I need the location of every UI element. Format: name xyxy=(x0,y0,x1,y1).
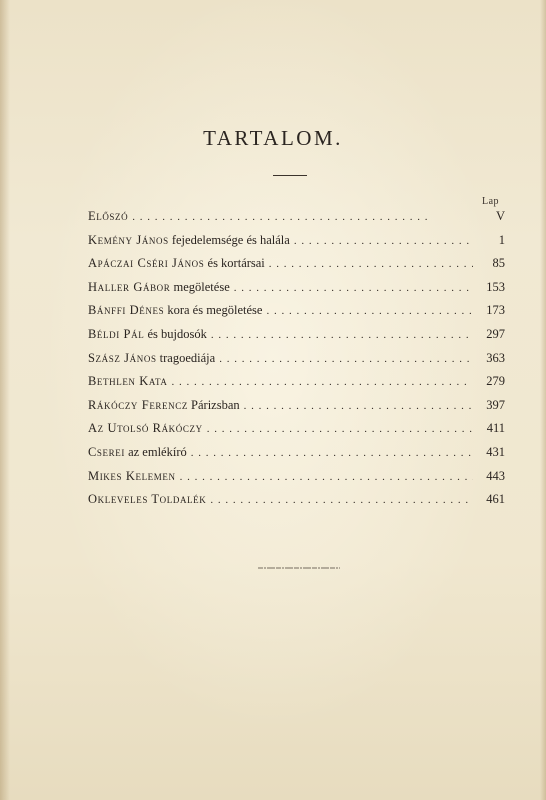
toc-entry xyxy=(88,303,505,327)
toc-entry xyxy=(88,209,505,233)
toc-entry-subtitle: Párizsban xyxy=(187,397,240,412)
toc-entry-name: Az Utolsó Rákóczy xyxy=(88,421,203,436)
toc-entry-subtitle: és kortársai xyxy=(204,256,265,271)
toc-dot-leader xyxy=(132,211,473,223)
toc-dot-leader xyxy=(244,400,473,412)
toc-entry-title xyxy=(88,327,211,342)
toc-page-number: 461 xyxy=(486,492,505,507)
toc-entry-title xyxy=(88,492,210,507)
toc-entry-title xyxy=(88,233,294,248)
toc-entry-name: Okleveles Toldalék xyxy=(88,492,207,507)
page-column-label: Lap xyxy=(482,196,500,207)
toc-entry-name: Bethlen Kata xyxy=(88,374,168,389)
toc-page-number: 173 xyxy=(486,303,505,318)
toc-dot-leader xyxy=(171,376,473,388)
toc-entry-title xyxy=(88,351,219,366)
toc-entry-subtitle: az emlékíró xyxy=(124,444,187,459)
toc-page-number: 153 xyxy=(486,279,505,294)
toc-page-number: V xyxy=(495,209,505,223)
toc-entry-name: Szász János xyxy=(88,350,157,365)
toc-dot-leader xyxy=(207,423,473,435)
toc-entry-subtitle: és bujdosók xyxy=(144,326,207,341)
toc-entry xyxy=(88,280,505,304)
toc-entry-subtitle: tragoediája xyxy=(156,350,216,365)
toc-entry-title xyxy=(88,445,191,460)
toc-entry-name: Cserei xyxy=(88,444,125,459)
toc-entry-name: Béldi Pál xyxy=(88,326,145,341)
toc-entry-name: Előszó xyxy=(88,209,129,223)
toc-entry xyxy=(88,327,505,351)
toc-entry-subtitle: megöletése xyxy=(170,279,230,294)
title-underline xyxy=(273,175,307,176)
toc-dot-leader xyxy=(210,494,473,506)
toc-entry xyxy=(88,492,505,516)
toc-entry xyxy=(88,351,505,375)
toc-page-number: 297 xyxy=(486,326,505,341)
toc-entry-title xyxy=(88,469,180,484)
toc-entry xyxy=(88,374,505,398)
toc-page-number: 443 xyxy=(486,468,505,483)
toc-entry-title xyxy=(88,280,234,295)
bottom-ornament-rule xyxy=(258,566,340,570)
toc-page-number: 431 xyxy=(486,444,505,459)
page-edge-left xyxy=(0,0,10,800)
toc-entry xyxy=(88,469,505,493)
page-edge-right xyxy=(540,0,546,800)
toc-entry-name: Mikes Kelemen xyxy=(88,468,176,483)
toc-entry xyxy=(88,445,505,469)
toc-dot-leader xyxy=(234,282,473,294)
toc-dot-leader xyxy=(191,447,473,459)
toc-entry-name: Haller Gábor xyxy=(88,279,171,294)
toc-entry-title xyxy=(88,374,171,389)
toc-entry-name: Bánffi Dénes xyxy=(88,303,165,318)
toc-entry-subtitle: fejedelemsége és halála xyxy=(168,232,290,247)
toc-dot-leader xyxy=(180,471,473,483)
toc-page-number: 85 xyxy=(492,256,505,271)
toc-entry-subtitle: kora és megöletése xyxy=(164,303,263,318)
toc-entry-title xyxy=(88,398,244,413)
toc-page-number: 1 xyxy=(498,232,505,247)
toc-dot-leader xyxy=(219,353,473,365)
toc-entry xyxy=(88,421,505,445)
toc-entry xyxy=(88,398,505,422)
toc-dot-leader xyxy=(294,235,473,247)
toc-entry-name: Kemény János xyxy=(88,232,169,247)
toc-page-number: 411 xyxy=(486,421,505,436)
toc-dot-leader xyxy=(269,258,473,270)
toc-page-number: 363 xyxy=(486,350,505,365)
toc-entry-name: Apáczai Cséri János xyxy=(88,256,205,271)
toc-entry xyxy=(88,233,505,257)
toc-dot-leader xyxy=(211,329,473,341)
toc-page-number: 397 xyxy=(486,397,505,412)
toc-dot-leader xyxy=(266,305,473,317)
toc-entry-name: Rákóczy Ferencz xyxy=(88,397,188,412)
toc-entry-title xyxy=(88,421,207,436)
toc-entry xyxy=(88,256,505,280)
page-title: TARTALOM. xyxy=(203,126,343,150)
toc-entry-title xyxy=(88,209,132,224)
table-of-contents xyxy=(88,209,505,516)
toc-entry-title xyxy=(88,303,266,318)
toc-page-number: 279 xyxy=(486,374,505,389)
toc-entry-title xyxy=(88,256,269,271)
